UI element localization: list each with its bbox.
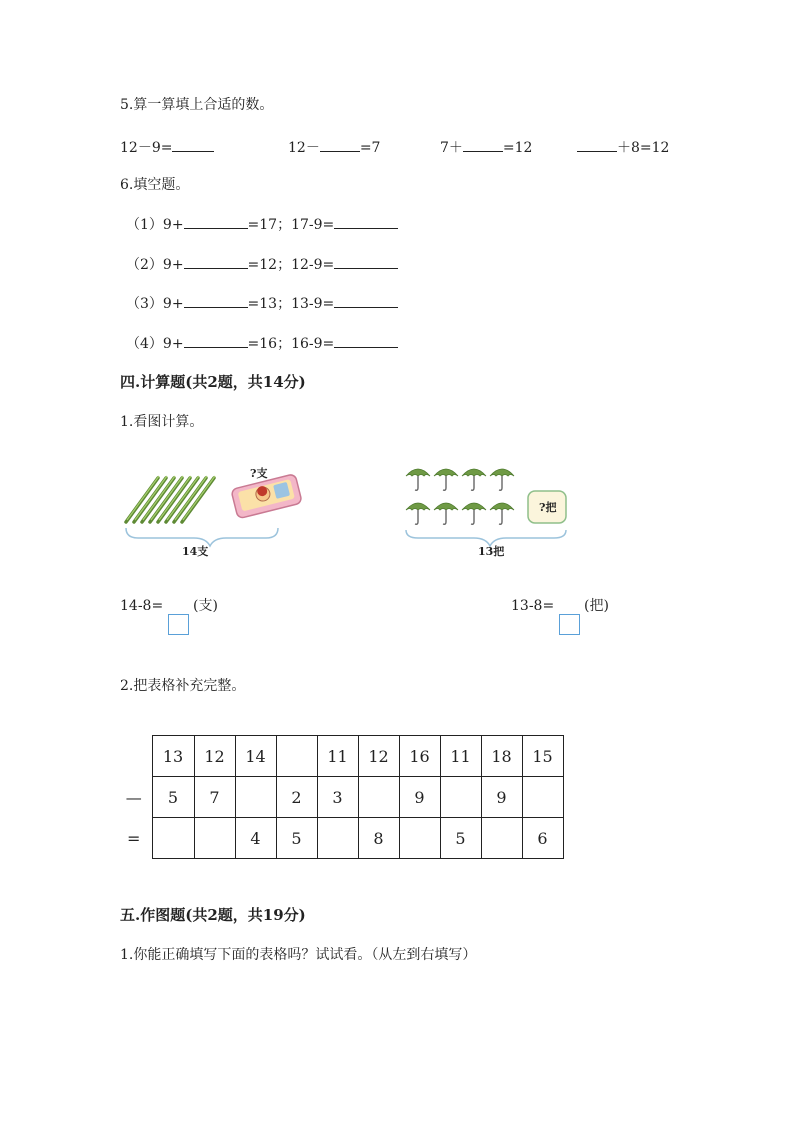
section-4-heading: 四.计算题(共2题，共14分) bbox=[120, 373, 306, 391]
answer-blank[interactable] bbox=[577, 137, 617, 152]
table-cell[interactable] bbox=[522, 777, 563, 818]
minus-sign: — bbox=[125, 787, 142, 807]
table-cell[interactable] bbox=[317, 818, 358, 859]
q6-title: 6.填空题。 bbox=[120, 177, 190, 193]
q6-row-1: （1）9+ =17；17-9= bbox=[126, 214, 398, 235]
table-cell[interactable] bbox=[481, 818, 522, 859]
table-cell[interactable]: 12 bbox=[194, 736, 235, 777]
s4-q1-title: 1.看图计算。 bbox=[120, 414, 204, 430]
pic1-question-label: ?支 bbox=[250, 467, 268, 480]
fill-in-table bbox=[116, 735, 564, 859]
table-row bbox=[116, 777, 563, 818]
table-row bbox=[116, 818, 563, 859]
answer-blank[interactable] bbox=[172, 137, 214, 152]
answer-blank[interactable] bbox=[184, 333, 248, 348]
table-cell[interactable]: 2 bbox=[276, 777, 317, 818]
q5-item-3: 7＋ =12 bbox=[440, 137, 532, 158]
eq1-left: 14-8= bbox=[120, 598, 164, 614]
table-cell[interactable] bbox=[235, 777, 276, 818]
table-cell[interactable]: 12 bbox=[358, 736, 399, 777]
table-cell[interactable]: 5 bbox=[440, 818, 481, 859]
pencils-icon bbox=[126, 476, 215, 522]
answer-blank[interactable] bbox=[184, 214, 248, 229]
answer-blank[interactable] bbox=[320, 137, 360, 152]
table-cell[interactable]: 15 bbox=[522, 736, 563, 777]
q5-title: 5.算一算填上合适的数。 bbox=[120, 97, 274, 113]
table-cell[interactable] bbox=[194, 818, 235, 859]
answer-blank[interactable] bbox=[334, 254, 398, 269]
eq1-unit: (支) bbox=[193, 598, 218, 614]
table-cell[interactable]: 11 bbox=[317, 736, 358, 777]
table-row bbox=[116, 736, 563, 777]
pic1-total-label: 14支 bbox=[182, 545, 209, 558]
table-cell[interactable] bbox=[399, 818, 440, 859]
eq1-answer-box[interactable] bbox=[168, 614, 189, 635]
q6-row-3: （3）9+ =13；13-9= bbox=[126, 293, 398, 314]
table-cell[interactable]: 5 bbox=[276, 818, 317, 859]
answer-blank[interactable] bbox=[334, 333, 398, 348]
q6-row-4: （4）9+ =16；16-9= bbox=[126, 333, 398, 354]
pencils-illustration bbox=[118, 458, 308, 563]
eq2-answer-box[interactable] bbox=[559, 614, 580, 635]
q5-item-2: 12－ =7 bbox=[288, 137, 380, 158]
pic2-question-label: ?把 bbox=[539, 501, 557, 514]
table-cell[interactable]: 18 bbox=[481, 736, 522, 777]
q5-item-1: 12－9= bbox=[120, 137, 214, 158]
table-cell[interactable]: 4 bbox=[235, 818, 276, 859]
answer-blank[interactable] bbox=[184, 293, 248, 308]
q6-row-2: （2）9+ =12；12-9= bbox=[126, 254, 398, 275]
answer-blank[interactable] bbox=[334, 214, 398, 229]
answer-blank[interactable] bbox=[463, 137, 503, 152]
table-cell[interactable]: 13 bbox=[152, 736, 194, 777]
table-cell[interactable] bbox=[440, 777, 481, 818]
table-cell[interactable]: 9 bbox=[481, 777, 522, 818]
s4-q2-title: 2.把表格补充完整。 bbox=[120, 678, 246, 694]
table-cell[interactable]: 6 bbox=[522, 818, 563, 859]
answer-blank[interactable] bbox=[184, 254, 248, 269]
table-cell[interactable]: 5 bbox=[152, 777, 194, 818]
section-5-heading: 五.作图题(共2题，共19分) bbox=[120, 906, 306, 924]
table-cell[interactable]: 8 bbox=[358, 818, 399, 859]
pic2-total-label: 13把 bbox=[478, 545, 505, 558]
table-cell[interactable]: 7 bbox=[194, 777, 235, 818]
table-cell[interactable]: 3 bbox=[317, 777, 358, 818]
table-cell[interactable]: 16 bbox=[399, 736, 440, 777]
answer-blank[interactable] bbox=[334, 293, 398, 308]
q5-item-4: ＋8=12 bbox=[577, 137, 669, 158]
equals-sign: = bbox=[127, 828, 141, 848]
table-cell[interactable] bbox=[358, 777, 399, 818]
table-cell[interactable]: 14 bbox=[235, 736, 276, 777]
eq2-unit: (把) bbox=[584, 598, 609, 614]
umbrella-icons bbox=[406, 469, 514, 524]
table-cell[interactable]: 9 bbox=[399, 777, 440, 818]
table-cell[interactable] bbox=[152, 818, 194, 859]
table-cell[interactable] bbox=[276, 736, 317, 777]
table-cell[interactable]: 11 bbox=[440, 736, 481, 777]
eq2-left: 13-8= bbox=[511, 598, 555, 614]
s5-q1-title: 1.你能正确填写下面的表格吗？试试看。（从左到右填写） bbox=[120, 947, 477, 963]
